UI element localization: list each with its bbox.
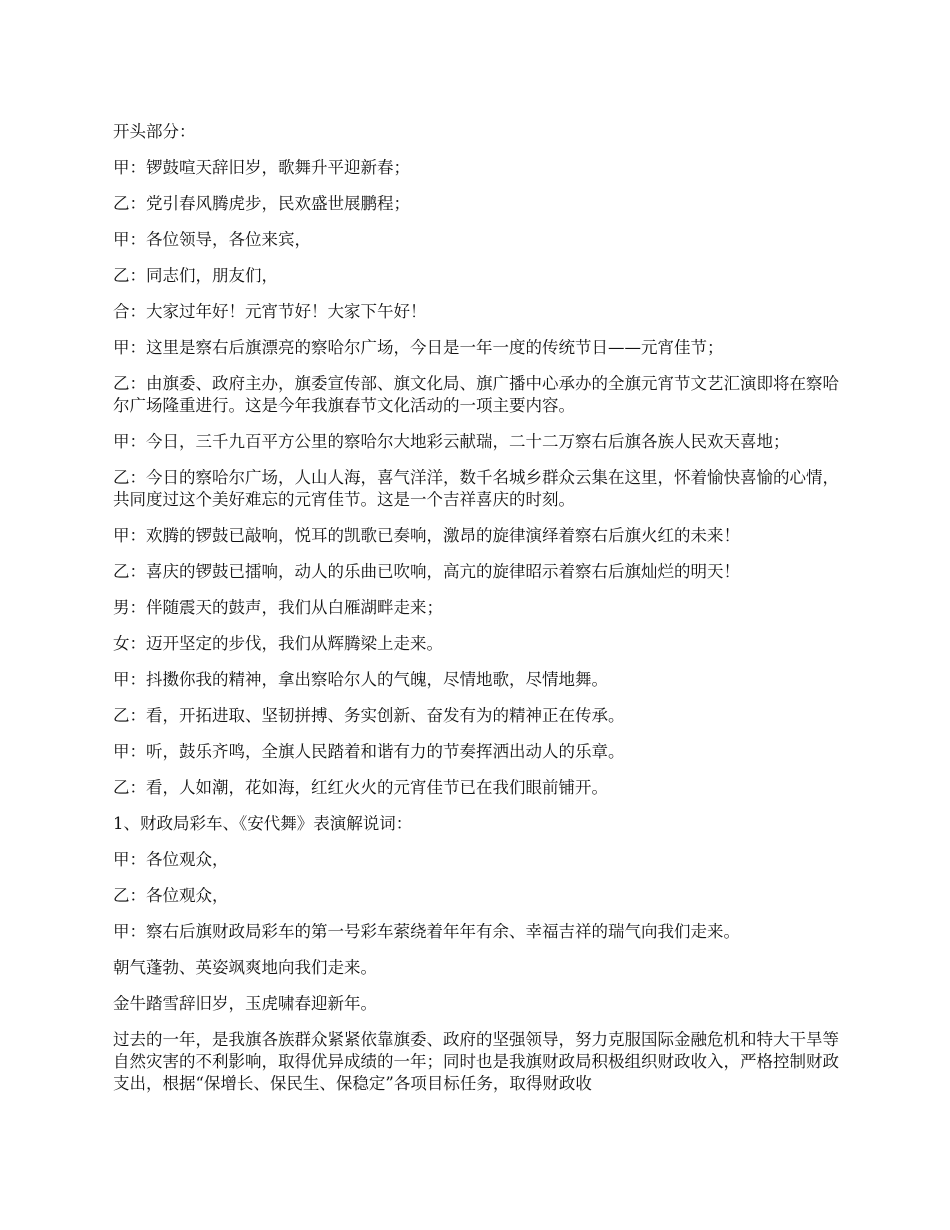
paragraph-2: 乙：党引春风腾虎步，民欢盛世展鹏程； (113, 194, 410, 213)
paragraph-10: 甲：欢腾的锣鼓已敲响，悦耳的凯歌已奏响，激昂的旋律演绎着察右后旗火红的未来！ (113, 526, 740, 545)
paragraph-23: 金牛踏雪辞旧岁，玉虎啸春迎新年。 (113, 994, 377, 1013)
paragraph-24: 过去的一年，是我旗各族群众紧紧依靠旗委、政府的坚强领导，努力克服国际金融危机和特大干旱等自然灾害的不利影响，取得优异成绩的一年；同时也是我旗财政局积极组织财政收入，严格控制财政支出，根据“保增长、保民生、保稳定”各项目标任务，取得财政收 (113, 1030, 839, 1093)
paragraph-4: 乙：同志们，朋友们， (113, 266, 278, 285)
paragraph-21: 甲：察右后旗财政局彩车的第一号彩车萦绕着年年有余、幸福吉祥的瑞气向我们走来。 (113, 922, 740, 941)
paragraph-3: 甲：各位领导，各位来宾， (113, 230, 311, 249)
paragraph-11: 乙：喜庆的锣鼓已擂响，动人的乐曲已吹响，高亢的旋律昭示着察右后旗灿烂的明天！ (113, 562, 740, 581)
paragraph-17: 乙：看，人如潮，花如海，红红火火的元宵佳节已在我们眼前铺开。 (113, 778, 608, 797)
paragraph-8: 甲：今日，三千九百平方公里的察哈尔大地彩云献瑞，二十二万察右后旗各族人民欢天喜地； (113, 432, 790, 451)
paragraph-0: 开头部分： (113, 122, 196, 141)
paragraph-15: 乙：看，开拓进取、坚韧拼搏、务实创新、奋发有为的精神正在传承。 (113, 706, 625, 725)
paragraph-12: 男：伴随震天的鼓声，我们从白雁湖畔走来； (113, 598, 443, 617)
document-body (113, 121, 843, 1109)
paragraph-7: 乙：由旗委、政府主办，旗委宣传部、旗文化局、旗广播中心承办的全旗元宵节文艺汇演即将在察哈尔广场隆重进行。这是今年我旗春节文化活动的一项主要内容。 (113, 374, 839, 415)
paragraph-9: 乙：今日的察哈尔广场，人山人海，喜气洋洋，数千名城乡群众云集在这里，怀着愉快喜愉的心情，共同度过这个美好难忘的元宵佳节。这是一个吉祥喜庆的时刻。 (113, 468, 839, 509)
paragraph-16: 甲：听，鼓乐齐鸣，全旗人民踏着和谐有力的节奏挥洒出动人的乐章。 (113, 742, 625, 761)
paragraph-14: 甲：抖擞你我的精神，拿出察哈尔人的气魄，尽情地歌，尽情地舞。 (113, 670, 608, 689)
paragraph-20: 乙：各位观众， (113, 886, 229, 905)
paragraph-13: 女：迈开坚定的步伐，我们从辉腾梁上走来。 (113, 634, 443, 653)
paragraph-18: 1、财政局彩车、《安代舞》表演解说词： (113, 814, 413, 833)
paragraph-5: 合：大家过年好！元宵节好！大家下午好！ (113, 302, 427, 321)
paragraph-1: 甲：锣鼓喧天辞旧岁，歌舞升平迎新春； (113, 158, 410, 177)
paragraph-6: 甲：这里是察右后旗漂亮的察哈尔广场，今日是一年一度的传统节日——元宵佳节； (113, 338, 724, 357)
paragraph-19: 甲：各位观众， (113, 850, 229, 869)
paragraph-22: 朝气蓬勃、英姿飒爽地向我们走来。 (113, 958, 377, 977)
